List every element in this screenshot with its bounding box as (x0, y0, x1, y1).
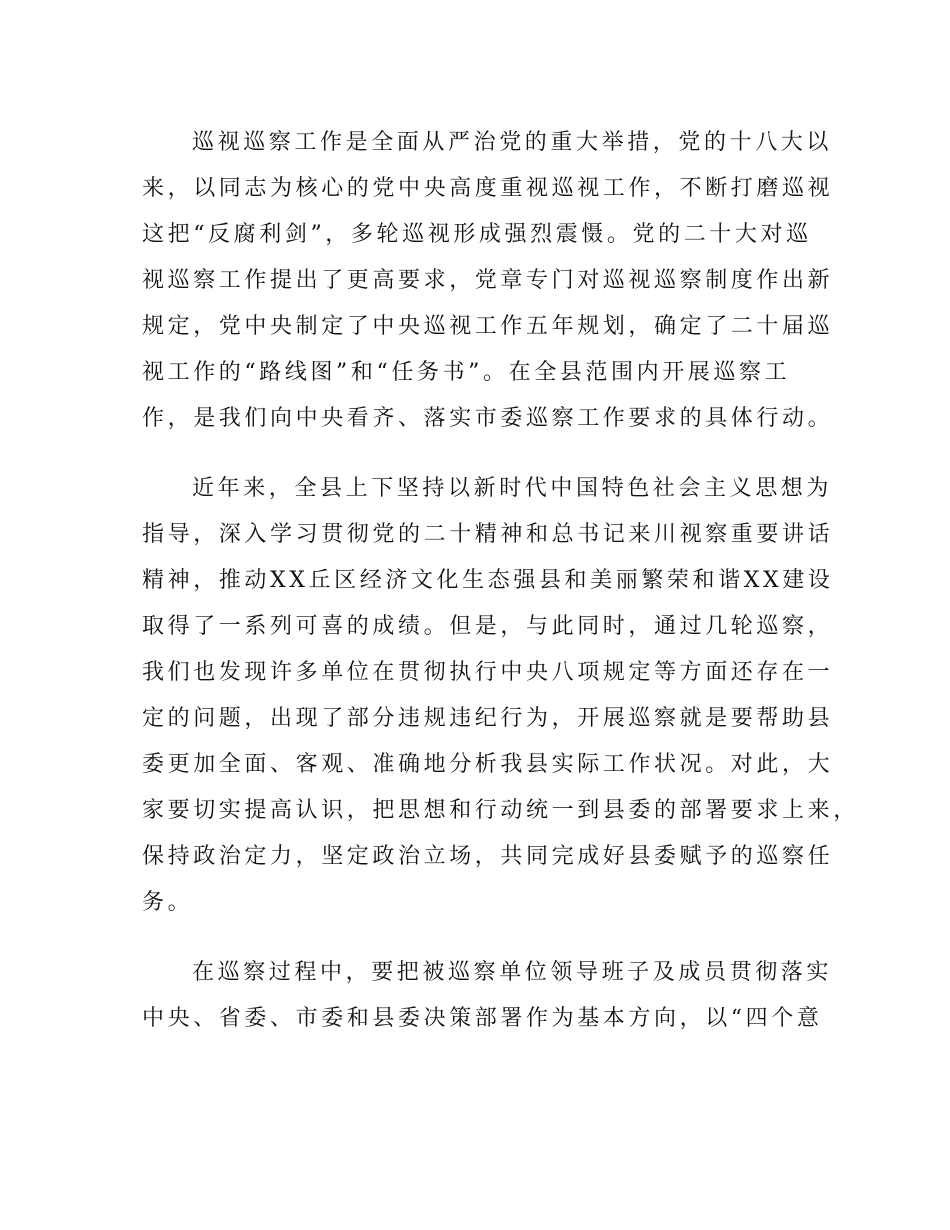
text-line: 来，以同志为核心的党中央高度重视巡视工作，不断打磨巡视 (142, 176, 834, 201)
text-line: 保持政治定力，坚定政治立场，共同完成好县委赋予的巡察任 (142, 844, 834, 869)
text-line: 精神，推动XX丘区经济文化生态强县和美丽繁荣和谐XX建设 (142, 568, 834, 593)
text-line: 巡视巡察工作是全面从严治党的重大举措，党的十八大以 (192, 130, 833, 155)
text-line: 视巡察工作提出了更高要求，党章专门对巡视巡察制度作出新 (142, 268, 834, 293)
text-line: 中央、省委、市委和县委决策部署作为基本方向，以“四个意 (142, 1006, 823, 1031)
text-line: 这把“反腐利剑”，多轮巡视形成强烈震慑。党的二十大对巡 (142, 222, 812, 247)
paragraph-3 (142, 950, 833, 1042)
text-line: 定的问题，出现了部分违规违纪行为，开展巡察就是要帮助县 (142, 706, 834, 731)
text-line: 视工作的“路线图”和“任务书”。在全县范围内开展巡察工 (142, 360, 791, 385)
document-body (142, 120, 859, 1066)
text-line: 取得了一系列可喜的成绩。但是，与此同时，通过几轮巡察， (142, 614, 834, 639)
text-line: 规定，党中央制定了中央巡视工作五年规划，确定了二十届巡 (142, 314, 834, 339)
text-line: 作，是我们向中央看齐、落实市委巡察工作要求的具体行动。 (142, 406, 834, 431)
text-line: 指导，深入学习贯彻党的二十精神和总书记来川视察重要讲话 (142, 522, 834, 547)
paragraph-1 (142, 120, 834, 442)
text-line: 在巡察过程中，要把被巡察单位领导班子及成员贯彻落实 (192, 960, 833, 985)
paragraph-2 (142, 466, 859, 926)
text-line: 近年来，全县上下坚持以新时代中国特色社会主义思想为 (192, 476, 833, 501)
text-line: 委更加全面、客观、准确地分析我县实际工作状况。对此，大 (142, 752, 834, 777)
text-line: 家要切实提高认识，把思想和行动统一到县委的部署要求上来， (142, 798, 859, 823)
text-line: 务。 (142, 890, 194, 915)
text-line: 我们也发现许多单位在贯彻执行中央八项规定等方面还存在一 (142, 660, 834, 685)
